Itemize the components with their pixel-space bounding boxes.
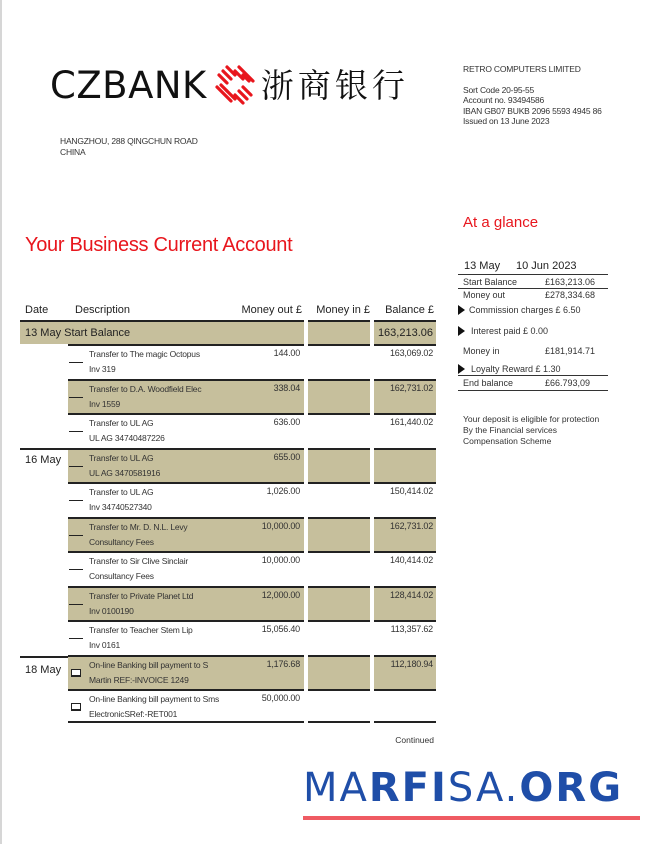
balance-value: 150,414.02: [389, 486, 433, 496]
description-line2: Inv 0100190: [89, 606, 134, 616]
glance-loyalty: Loyalty Reward £ 1.30: [458, 364, 608, 376]
money-in-cell: [308, 551, 370, 586]
description-line2: Inv 1559: [89, 399, 121, 409]
table-bottom-rule: [374, 721, 436, 723]
description-line1: Transfer to The magic Octopus: [89, 349, 200, 359]
balance-value: 128,414.02: [389, 590, 433, 600]
fscs-notice: Your deposit is eligible for protection By the Financial services Compensation Scheme: [463, 414, 600, 446]
balance-cell: [374, 689, 436, 724]
money-in-cell: [308, 344, 370, 379]
dash-icon: [69, 431, 83, 432]
account-number: Account no. 93494586: [463, 95, 545, 105]
dash-icon: [69, 500, 83, 501]
czbank-emblem-icon: [213, 63, 257, 107]
sort-code: Sort Code 20-95-55: [463, 84, 535, 95]
description-line2: Inv 319: [89, 364, 116, 374]
header-money-in: Money in £: [316, 304, 370, 316]
date-divider: [20, 448, 68, 450]
balance-value: 162,731.02: [389, 521, 433, 531]
watermark-logo: MARFISA.ORG: [303, 765, 624, 811]
description-line2: Martin REF:-INVOICE 1249: [89, 675, 189, 685]
header-date: Date: [25, 304, 49, 316]
balance-value: 113,357.62: [390, 624, 433, 634]
description-line2: ElectronicSRef:-RET001: [89, 709, 178, 719]
period-start: 13 May: [464, 260, 501, 272]
balance-value: 140,414.02: [389, 555, 433, 565]
money-out-value: 50,000.00: [261, 693, 300, 703]
money-out-value: 12,000.00: [261, 590, 300, 600]
money-in-cell: [308, 448, 370, 483]
dash-icon: [69, 362, 83, 363]
money-in-cell: [308, 517, 370, 552]
continued-label: Continued: [395, 735, 434, 745]
money-in-cell: [308, 586, 370, 621]
description-line1: Transfer to UL AG: [89, 418, 154, 428]
computer-icon: [71, 669, 81, 677]
dash-icon: [69, 569, 83, 570]
description-line2: Inv 0161: [89, 640, 121, 650]
money-in-cell: [308, 689, 370, 724]
table-bottom-rule: [308, 721, 370, 723]
logo-text: CZBANK: [50, 63, 207, 107]
address-line: HANGZHOU, 288 QINGCHUN ROAD: [60, 136, 198, 146]
description-line1: Transfer to D.A. Woodfield Elec: [89, 384, 202, 394]
description-line1: Transfer to UL AG: [89, 487, 154, 497]
header-description: Description: [75, 304, 131, 316]
customer-details: [463, 64, 602, 127]
page-title: Your Business Current Account: [25, 234, 293, 256]
money-out-value: 1,026.00: [266, 486, 300, 496]
description-line2: Inv 34740527340: [89, 502, 152, 512]
money-out-value: 338.04: [273, 383, 300, 393]
glance-end-balance: End balance £66.793,09: [458, 376, 608, 391]
statement-period: [458, 258, 608, 275]
watermark-underline: [303, 816, 640, 820]
dash-icon: [69, 604, 83, 605]
triangle-bullet-icon: [458, 305, 465, 315]
description-line1: Transfer to Mr. D. N.L. Levy: [89, 522, 188, 532]
period-end: 10 Jun 2023: [516, 260, 577, 272]
table-bottom-rule: [68, 721, 304, 723]
header-balance: Balance £: [385, 304, 434, 316]
money-out-value: 10,000.00: [261, 555, 300, 565]
balance-value: 163,069.02: [389, 348, 433, 358]
dash-icon: [69, 397, 83, 398]
triangle-bullet-icon: [458, 326, 465, 336]
triangle-bullet-icon: [458, 364, 465, 374]
glance-money-out: Money out £278,334.68: [463, 290, 596, 300]
start-balance-row: 13 May Start Balance: [20, 320, 304, 344]
money-in-cell: [308, 413, 370, 448]
description-line1: Transfer to Private Planet Ltd: [89, 591, 194, 601]
money-in-cell: [308, 482, 370, 517]
money-out-value: 636.00: [273, 417, 300, 427]
date-divider: [20, 656, 68, 658]
description-line1: On-line Banking bill payment to Sms: [89, 694, 220, 704]
money-out-value: 1,176.68: [266, 659, 300, 669]
issue-date: Issued on 13 June 2023: [463, 116, 550, 126]
money-out-value: 655.00: [273, 452, 300, 462]
description-line1: Transfer to Teacher Stem Lip: [89, 625, 193, 635]
money-out-value: 15,056.40: [261, 624, 300, 634]
iban: IBAN GB07 BUKB 2096 5593 4945 86: [463, 105, 602, 116]
date-label: 18 May: [25, 664, 62, 676]
start-balance-value: 163,213.06: [374, 320, 436, 344]
address-line: CHINA: [60, 147, 86, 157]
money-in-cell: [308, 655, 370, 690]
glance-interest: Interest paid £ 0.00: [458, 326, 608, 336]
money-in-cell: [308, 379, 370, 414]
start-balance-money-in: [308, 320, 370, 344]
at-a-glance-panel: [458, 258, 608, 391]
date-label: 16 May: [25, 454, 62, 466]
description-line2: Consultancy Fees: [89, 537, 154, 547]
description-line2: Consultancy Fees: [89, 571, 154, 581]
balance-value: 161,440.02: [389, 417, 433, 427]
dash-icon: [69, 535, 83, 536]
glance-title: At a glance: [463, 214, 539, 231]
balance-value: 112,180.94: [390, 659, 433, 669]
money-out-value: 144.00: [273, 348, 300, 358]
description-line2: UL AG 3470581916: [89, 468, 161, 478]
description-line1: Transfer to UL AG: [89, 453, 154, 463]
logo-chinese-name: 浙商银行: [260, 65, 409, 105]
glance-commission: Commission charges £ 6.50: [458, 305, 608, 315]
glance-money-in: Money in £181,914.71: [463, 346, 596, 356]
page-edge: [0, 0, 2, 844]
dash-icon: [69, 638, 83, 639]
glance-start-balance: Start Balance £163,213.06: [458, 275, 608, 289]
balance-value: 162,731.02: [389, 383, 433, 393]
description-line1: On-line Banking bill payment to S: [89, 660, 209, 670]
money-out-value: 10,000.00: [261, 521, 300, 531]
header-money-out: Money out £: [241, 304, 302, 316]
money-in-cell: [308, 620, 370, 655]
bank-address: [60, 136, 198, 158]
dash-icon: [69, 466, 83, 467]
description-line1: Transfer to Sir Clive Sinclair: [89, 556, 189, 566]
balance-cell: [374, 448, 436, 483]
description-line2: UL AG 34740487226: [89, 433, 165, 443]
company-name: RETRO COMPUTERS LIMITED: [463, 64, 581, 74]
computer-icon: [71, 703, 81, 711]
bank-logo: [50, 60, 409, 110]
